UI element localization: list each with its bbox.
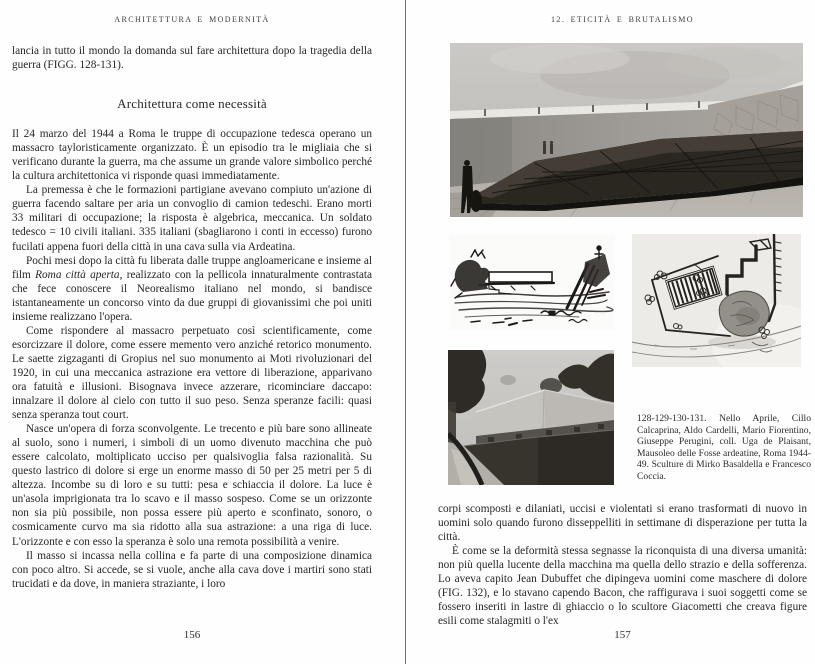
figure-exterior-photo [448,350,614,485]
left-page [0,0,405,664]
continuation-paragraph: corpi scomposti e dilaniati, uccisi e violentati si erano trasformati di nuovo in uomini solo quando furono disseppelliti in settimane di disperazione per tutta la città. [438,503,807,544]
figure-caption: 128-129-130-131. Nello Aprile, Cillo Calcaprina, Aldo Cardelli, Mario Fiorentino, Giuseppe Perugini, coll. Uga de Plaisant, Mausoleo delle Fosse ardeatine, Roma 1944-49. Sculture di Mirko Basaldella e Francesco Coccia. [637,413,811,482]
right-page [406,0,815,664]
body-paragraph: È come se la deformità stessa segnasse la riconquista di una diversa umanità: non più quella lucente della macchina ma quella dello strazio e della sofferenza. Lo aveva capito Jean Dubuffet che dipingeva uomini come maschere di dolore (FIG. 132), e lo stavano capendo Bacon, che raffigurava i suoi soggetti come se fossero inseriti in lastre di ghiaccio o lo scultore Giacometti che creava figure esili come stalagmiti o l'ex [438,545,807,628]
page-number-left: 156 [183,629,201,641]
page-number-right: 157 [614,629,631,641]
site-plan-graphic [632,234,801,367]
left-text-column [12,44,372,591]
figure-monument-sketch [449,235,615,330]
body-paragraph: Nasce un'opera di forza sconvolgente. Le trecento e più bare sono allineate al suolo, sono i numeri, i simboli di un uomo divenuto macchina che può essere calcolato, moltiplicato ucciso per qualsivoglia falsa razionalità. Su questo lastrico di dolore si erge un enorme masso di 50 per 25 metri per 5 di altezza. Incombe su di loro e su tutti: pesa e schiaccia il dolore. La luce è un'asola imprigionata tra lo scavo e il masso sospeso. Come se un orizzonte non sia più possibile, non possa essere più aperto e sconfinato, sonoro, o cosmicamente curvo ma sia ridotto alla sua astrazione: a una riga di luce. L'orizzonte e con esso la speranza è solo una remota possibilità a venire. [12,423,372,548]
running-header-left: ARCHITETTURA E MODERNITÀ [114,15,270,24]
body-paragraph: Come rispondere al massacro perpetuato così scientificamente, come esorcizzare il dolore, come essere memento vero anziché retorico monumento. Le saette zigzaganti di Gropius nel suo monumento ai Moti rivoluzionari del 1920, in cui una meccanica astrazione era vettore di liberazione, apparivano ora fatuità e illusioni. Bisognava invece azzerare, ricominciare daccapo: innalzare il dolore al cielo con tutto il suo peso. Senza speranze facili: quasi senza speranza tout court. [12,324,372,422]
body-paragraph [12,254,372,324]
exterior-photo-graphic [448,350,614,485]
right-text-column [438,502,807,628]
figure-interior-photo [450,43,803,217]
body-paragraph: La premessa è che le formazioni partigiane avevano compiuto un'azione di guerra facendo saltare per aria un convoglio di camion tedeschi. Erano morti 33 militari di occupazione; la risposta è algebrica, meccanica. Un soldato tedesco = 10 civili italiani. 335 italiani (sbagliarono i conti in eccesso) furono fucilati appena fuori della città in una cava sulla via Ardeatina. [12,184,372,253]
continuation-paragraph: lancia in tutto il mondo la domanda sul fare architettura dopo la tragedia della guerra (FIGG. 128-131). [12,45,372,72]
running-header-right: 12. ETICITÀ E BRUTALISMO [551,15,694,24]
paragraph-text: , realizzato con la pellicola innaturalmente contrastata che fece conoscere il Neorealismo italiano nel mondo, si bandisce istantaneamente un concorso vinto da due gruppi di giovanissimi che poi uniti insieme realizzano l'opera. [12,268,372,323]
body-paragraph: Il masso si incassa nella collina e fa parte di una composizione dinamica con poco altro. Si accede, se si vuole, anche alla cava dove i martiri sono stati trucidati e da dove, in maniera straziante, i loro [12,549,372,590]
section-heading: Architettura come necessità [117,96,267,112]
monument-sketch-graphic [449,235,615,330]
body-paragraph: Il 24 marzo del 1944 a Roma le truppe di occupazione tedesca operano un massacro tayloristicamente organizzato. È un episodio tra le migliaia che si verificano durante la guerra, ma che assume un grande valore simbolico perché la cultura architettonica vi risponde quasi immediatamente. [12,128,372,183]
interior-photo-graphic [450,43,803,217]
film-title-italic: Roma città aperta [35,268,120,281]
figure-site-plan [632,234,801,367]
paragraph-text: Pochi mesi dopo la città fu liberata dalle truppe angloamericane e insieme al film [12,254,372,281]
